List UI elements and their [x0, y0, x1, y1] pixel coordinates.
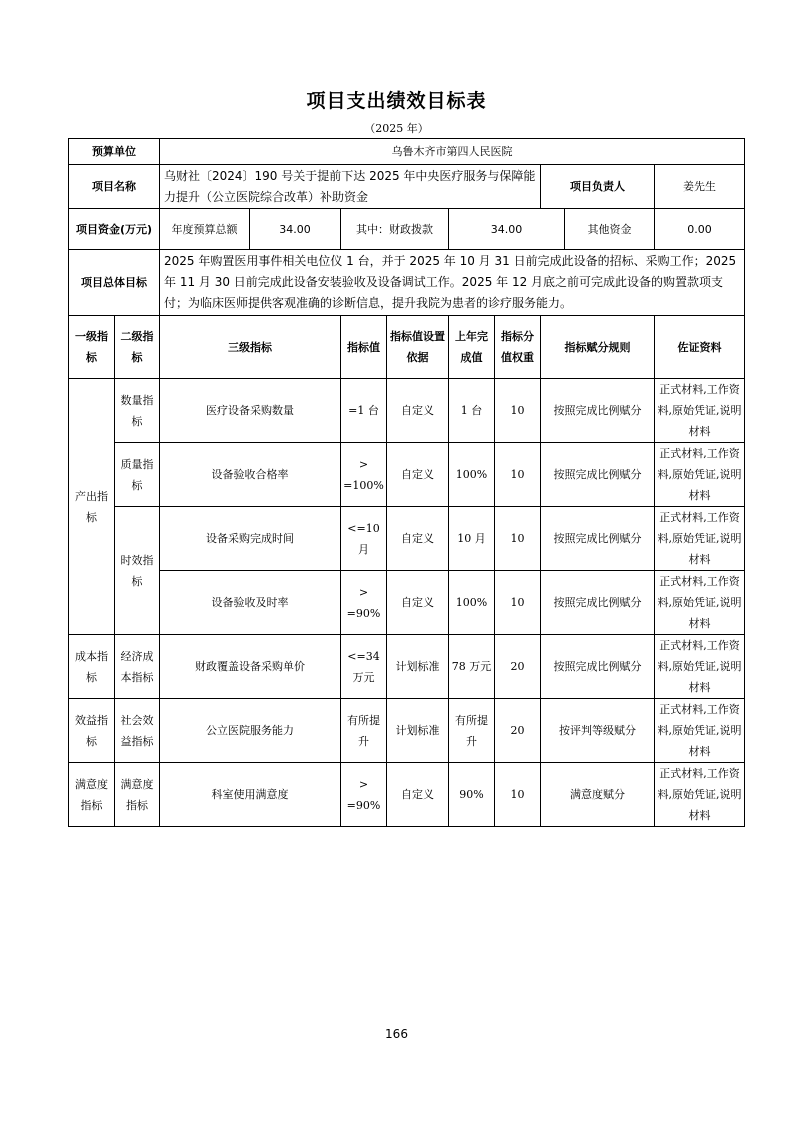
last-year-cell: 10 月	[449, 507, 495, 571]
level3-cell: 设备采购完成时间	[160, 507, 341, 571]
table-row	[69, 763, 745, 827]
other-funds-label: 其他资金	[565, 209, 655, 250]
last-year-cell: 100%	[449, 571, 495, 635]
table-row	[69, 571, 745, 635]
annual-budget-label: 年度预算总额	[160, 209, 250, 250]
table-row	[69, 379, 745, 443]
fiscal-funds-value: 34.00	[449, 209, 565, 250]
evidence-cell: 正式材料,工作资料,原始凭证,说明材料	[655, 699, 745, 763]
level3-cell: 公立医院服务能力	[160, 699, 341, 763]
target-value-cell: =1 台	[341, 379, 387, 443]
evidence-cell: 正式材料,工作资料,原始凭证,说明材料	[655, 507, 745, 571]
performance-target-table	[68, 138, 745, 827]
target-value-cell: > =90%	[341, 571, 387, 635]
last-year-cell: 1 台	[449, 379, 495, 443]
col-header-rule: 指标赋分规则	[541, 316, 655, 379]
year-label: （2025 年）	[364, 122, 429, 135]
last-year-cell: 90%	[449, 763, 495, 827]
target-value-cell: <=10 月	[341, 507, 387, 571]
level3-cell: 科室使用满意度	[160, 763, 341, 827]
last-year-cell: 78 万元	[449, 635, 495, 699]
evidence-cell: 正式材料,工作资料,原始凭证,说明材料	[655, 635, 745, 699]
level2-economic-cost: 经济成本指标	[115, 635, 160, 699]
project-fund-label: 项目资金(万元)	[69, 209, 160, 250]
overall-goal-row	[69, 250, 745, 316]
rule-cell: 按照完成比例赋分	[541, 571, 655, 635]
fiscal-funds-label: 其中：财政拨款	[341, 209, 449, 250]
target-value-cell: <=34 万元	[341, 635, 387, 699]
basis-cell: 计划标准	[387, 699, 449, 763]
level2-timeliness: 时效指标	[115, 507, 160, 635]
annual-budget-value: 34.00	[250, 209, 341, 250]
level2-satisfaction: 满意度指标	[115, 763, 160, 827]
evidence-cell: 正式材料,工作资料,原始凭证,说明材料	[655, 379, 745, 443]
rule-cell: 按照完成比例赋分	[541, 507, 655, 571]
project-name-label: 项目名称	[69, 165, 160, 209]
col-header-basis: 指标值设置依据	[387, 316, 449, 379]
col-header-level1: 一级指标	[69, 316, 115, 379]
basis-cell: 自定义	[387, 379, 449, 443]
col-header-level2: 二级指标	[115, 316, 160, 379]
weight-cell: 20	[495, 635, 541, 699]
weight-cell: 10	[495, 443, 541, 507]
col-header-level3: 三级指标	[160, 316, 341, 379]
budget-unit-row	[69, 139, 745, 165]
project-name-row	[69, 165, 745, 209]
project-fund-row	[69, 209, 745, 250]
col-header-evidence: 佐证资料	[655, 316, 745, 379]
level2-quality: 质量指标	[115, 443, 160, 507]
page-title: 项目支出绩效目标表	[306, 90, 487, 112]
level2-social-benefit: 社会效益指标	[115, 699, 160, 763]
col-header-weight: 指标分值权重	[495, 316, 541, 379]
rule-cell: 按照完成比例赋分	[541, 379, 655, 443]
weight-cell: 10	[495, 379, 541, 443]
basis-cell: 计划标准	[387, 635, 449, 699]
table-row	[69, 507, 745, 571]
target-value-cell: > =90%	[341, 763, 387, 827]
level1-cost: 成本指标	[69, 635, 115, 699]
weight-cell: 10	[495, 571, 541, 635]
level3-cell: 财政覆盖设备采购单价	[160, 635, 341, 699]
evidence-cell: 正式材料,工作资料,原始凭证,说明材料	[655, 443, 745, 507]
level1-output: 产出指标	[69, 379, 115, 635]
budget-unit-label: 预算单位	[69, 139, 160, 165]
col-header-value: 指标值	[341, 316, 387, 379]
level1-benefit: 效益指标	[69, 699, 115, 763]
rule-cell: 按照完成比例赋分	[541, 443, 655, 507]
basis-cell: 自定义	[387, 443, 449, 507]
rule-cell: 满意度赋分	[541, 763, 655, 827]
page-number: 166	[385, 1027, 408, 1041]
project-leader-label: 项目负责人	[541, 165, 655, 209]
basis-cell: 自定义	[387, 571, 449, 635]
rule-cell: 按评判等级赋分	[541, 699, 655, 763]
evidence-cell: 正式材料,工作资料,原始凭证,说明材料	[655, 763, 745, 827]
overall-goal-value: 2025 年购置医用事件相关电位仪 1 台，并于 2025 年 10 月 31 日前完成此设备的招标、采购工作；2025 年 11 月 30 日前完成此设备安装验收及设备调试工作。2025 年 12 月底之前可完成此设备的购置款项支付；为临床医师提供客观准确的诊断信息，提升我院为患者的诊疗服务能力。	[160, 250, 745, 316]
weight-cell: 20	[495, 699, 541, 763]
weight-cell: 10	[495, 763, 541, 827]
table-row	[69, 699, 745, 763]
rule-cell: 按照完成比例赋分	[541, 635, 655, 699]
level2-quantity: 数量指标	[115, 379, 160, 443]
target-value-cell: 有所提升	[341, 699, 387, 763]
level3-cell: 设备验收合格率	[160, 443, 341, 507]
target-value-cell: > =100%	[341, 443, 387, 507]
last-year-cell: 有所提升	[449, 699, 495, 763]
basis-cell: 自定义	[387, 507, 449, 571]
project-leader-value: 姜先生	[655, 165, 745, 209]
level3-cell: 设备验收及时率	[160, 571, 341, 635]
last-year-cell: 100%	[449, 443, 495, 507]
weight-cell: 10	[495, 507, 541, 571]
table-row	[69, 635, 745, 699]
basis-cell: 自定义	[387, 763, 449, 827]
budget-unit-value: 乌鲁木齐市第四人民医院	[160, 139, 745, 165]
other-funds-value: 0.00	[655, 209, 745, 250]
overall-goal-label: 项目总体目标	[69, 250, 160, 316]
level3-cell: 医疗设备采购数量	[160, 379, 341, 443]
level1-satisfaction: 满意度指标	[69, 763, 115, 827]
project-name-value: 乌财社〔2024〕190 号关于提前下达 2025 年中央医疗服务与保障能力提升（公立医院综合改革）补助资金	[160, 165, 541, 209]
table-row	[69, 443, 745, 507]
col-header-last-year: 上年完成值	[449, 316, 495, 379]
evidence-cell: 正式材料,工作资料,原始凭证,说明材料	[655, 571, 745, 635]
column-header-row	[69, 316, 745, 379]
